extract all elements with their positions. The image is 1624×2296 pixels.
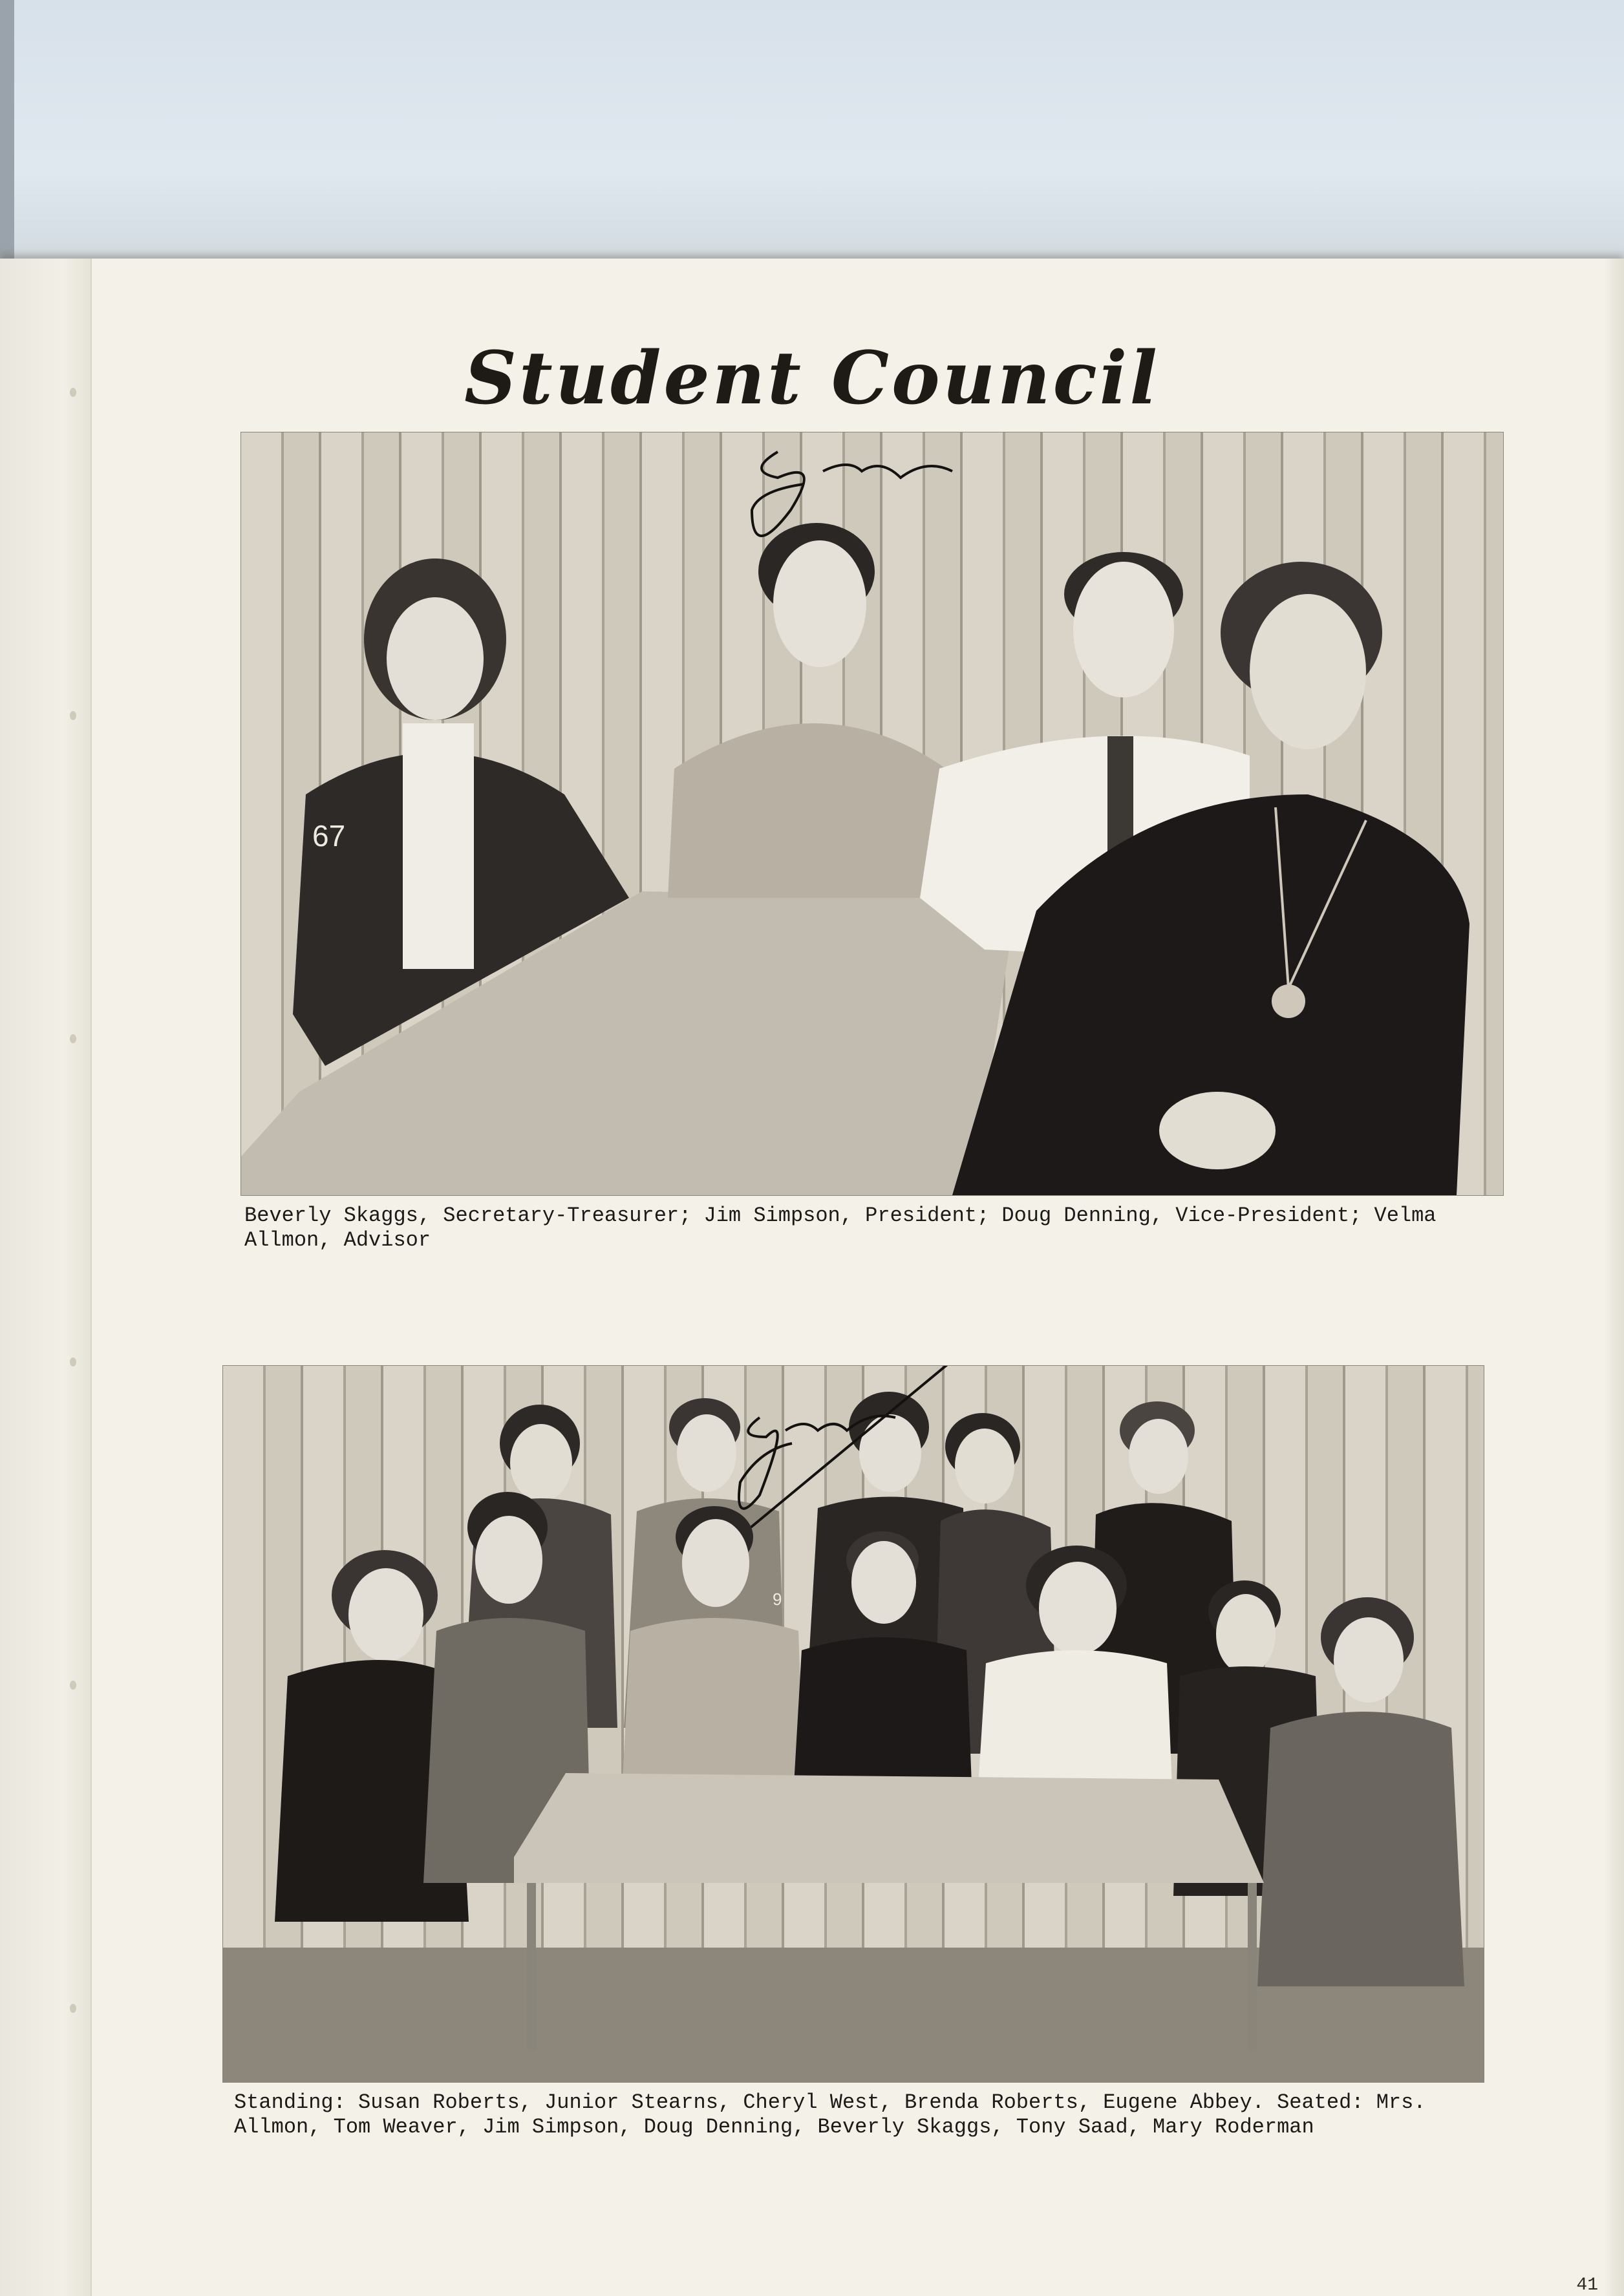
page-title: Student Council xyxy=(464,336,1160,421)
jacket-number: 9 xyxy=(773,1589,782,1609)
binding-hole xyxy=(70,2004,76,2013)
yearbook-page xyxy=(0,259,1624,2296)
binding-hole xyxy=(70,1357,76,1366)
jacket-number: 67 xyxy=(312,819,346,853)
page-number: 41 xyxy=(1576,2275,1598,2295)
seated-row xyxy=(275,1492,1464,1986)
person-jim xyxy=(668,523,952,898)
scanner-background xyxy=(0,0,1624,284)
page-gutter xyxy=(0,259,92,2296)
table xyxy=(514,1773,1264,1883)
binding-hole xyxy=(70,711,76,720)
council-caption: Standing: Susan Roberts, Junior Stearns, Cheryl West, Brenda Roberts, Eugene Abbey. Seated: Mrs. Allmon, Tom Weaver, Jim Simpson, Doug Denning, Beverly Skaggs, Tony Saad, Mary Roderman xyxy=(234,2090,1426,2139)
autograph-signature xyxy=(241,432,952,536)
council-photo-figures xyxy=(223,1366,1484,2082)
officers-photo xyxy=(240,432,1504,1196)
officers-caption: Beverly Skaggs, Secretary-Treasurer; Jim Simpson, President; Doug Denning, Vice-President; Velma Allmon, Advisor xyxy=(244,1204,1437,1252)
binding-hole xyxy=(70,1034,76,1043)
binding-hole xyxy=(70,1681,76,1690)
page-edge-shadow xyxy=(1605,259,1624,2296)
officers-photo-figures xyxy=(241,432,1503,1195)
signature-text: Jim xyxy=(241,432,242,433)
council-photo xyxy=(222,1365,1484,2083)
scanner-edge xyxy=(0,0,14,271)
